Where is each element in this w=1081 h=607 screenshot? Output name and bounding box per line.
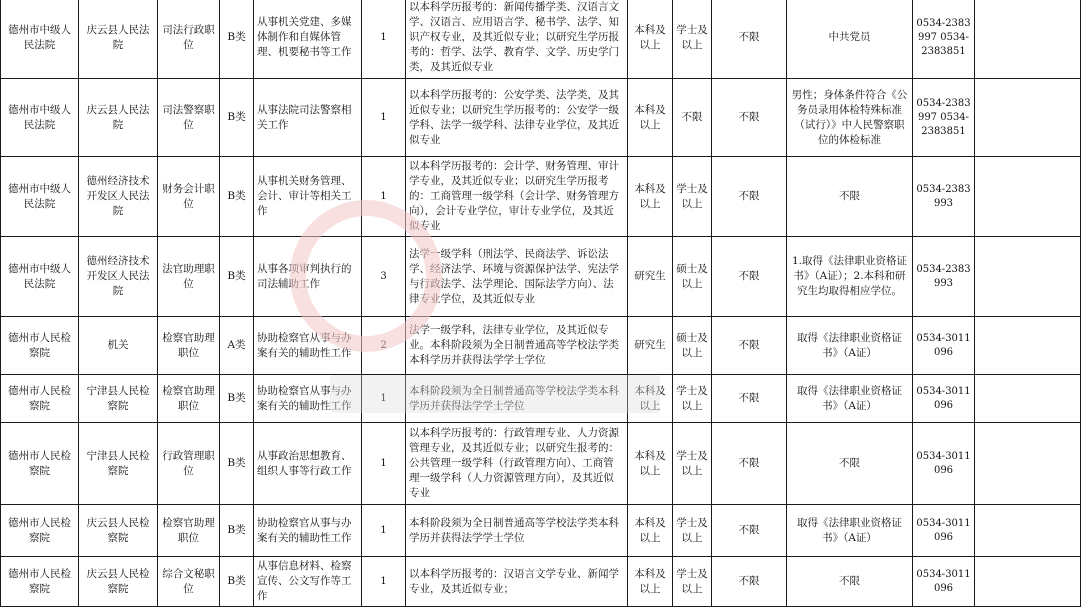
unit-cell: 庆云县人民法院 [79, 79, 158, 157]
duty-cell: 从事法院司法警察相关工作 [254, 79, 362, 157]
requirement-cell: 以本科学历报考的：公安学类、法学类，及其近似专业；以研究生学历报考的：公安学一级学科、法学一级学科、法律专业学位，及其近似专业 [406, 79, 628, 157]
position-cell: 检察官助理职位 [158, 317, 220, 375]
degree-cell: 学士及以上 [673, 157, 712, 237]
unit-cell: 庆云县人民法院 [79, 0, 158, 79]
duty-cell: 从事机关党建、多媒体制作和自媒体管理、机要秘书等工作 [254, 0, 362, 79]
phone-cell: 0534-3011096 [913, 557, 975, 607]
education-cell: 研究生 [628, 237, 673, 317]
age-cell: 不限 [712, 157, 787, 237]
unit-cell: 庆云县人民检察院 [79, 557, 158, 607]
age-cell: 不限 [712, 0, 787, 79]
phone-cell: 0534-2383997 0534-2383851 [913, 79, 975, 157]
org-cell: 德州市中级人民法院 [1, 237, 79, 317]
duty-cell: 从事信息材料、检察宣传、公文写作等工作 [254, 557, 362, 607]
category-cell: B类 [220, 237, 254, 317]
requirement-cell: 本科阶段须为全日制普通高等学校法学类本科学历并获得法学学士学位 [406, 505, 628, 557]
duty-cell: 从事各项审判执行的司法辅助工作 [254, 237, 362, 317]
org-cell: 德州市人民检察院 [1, 557, 79, 607]
category-cell: B类 [220, 557, 254, 607]
requirement-cell: 以本科学历报考的：会计学、财务管理、审计学专业，及其近似专业；以研究生学历报考的：工商管理一级学科（会计学、财务管理方向），会计专业学位，审计专业学位，及其近似专业 [406, 157, 628, 237]
count-cell: 1 [362, 505, 406, 557]
org-cell: 德州市人民检察院 [1, 375, 79, 423]
position-cell: 检察官助理职位 [158, 375, 220, 423]
position-cell: 司法行政职位 [158, 0, 220, 79]
other-condition-cell: 不限 [787, 157, 913, 237]
phone-cell: 0534-2383993 [913, 157, 975, 237]
blank-cell [975, 557, 1081, 607]
blank-cell [975, 79, 1081, 157]
position-cell: 司法警察职位 [158, 79, 220, 157]
requirement-cell: 法学一级学科，法律专业学位，及其近似专业。本科阶段须为全日制普通高等学校法学类本科学历并获得法学学士学位 [406, 317, 628, 375]
count-cell: 3 [362, 237, 406, 317]
count-cell: 1 [362, 0, 406, 79]
table-row [1, 79, 1081, 157]
position-cell: 法官助理职位 [158, 237, 220, 317]
education-cell: 本科及以上 [628, 375, 673, 423]
requirement-cell: 以本科学历报考的：新闻传播学类、汉语言文学、汉语言、应用语言学、秘书学、法学、知识产权专业，及其近似专业；以研究生学历报考的：哲学、法学、教育学、文学、历史学门类，及其近似专业 [406, 0, 628, 79]
count-cell: 1 [362, 375, 406, 423]
table-row [1, 423, 1081, 505]
blank-cell [975, 423, 1081, 505]
education-cell: 本科及以上 [628, 79, 673, 157]
phone-cell: 0534-3011096 [913, 317, 975, 375]
requirement-cell: 以本科学历报考的：汉语言文学专业、新闻学专业，及其近似专业； [406, 557, 628, 607]
requirement-cell: 以本科学历报考的：行政管理专业、人力资源管理专业，及其近似专业；以研究生报考的：公共管理一级学科（行政管理方向）、工商管理一级学科（人力资源管理方向），及其近似专业 [406, 423, 628, 505]
age-cell: 不限 [712, 557, 787, 607]
blank-cell [975, 317, 1081, 375]
degree-cell: 学士及以上 [673, 0, 712, 79]
age-cell: 不限 [712, 79, 787, 157]
unit-cell: 德州经济技术开发区人民法院 [79, 157, 158, 237]
category-cell: B类 [220, 423, 254, 505]
other-condition-cell: 不限 [787, 557, 913, 607]
degree-cell: 不限 [673, 79, 712, 157]
blank-cell [975, 505, 1081, 557]
duty-cell: 从事政治思想教育、组织人事等行政工作 [254, 423, 362, 505]
other-condition-cell: 男性；身体条件符合《公务员录用体检特殊标准（试行）》中人民警察职位的体检标准 [787, 79, 913, 157]
age-cell: 不限 [712, 375, 787, 423]
org-cell: 德州市中级人民法院 [1, 157, 79, 237]
degree-cell: 学士及以上 [673, 375, 712, 423]
degree-cell: 学士及以上 [673, 423, 712, 505]
blank-cell [975, 375, 1081, 423]
phone-cell: 0534-3011096 [913, 505, 975, 557]
duty-cell: 协助检察官从事与办案有关的辅助性工作 [254, 505, 362, 557]
other-condition-cell: 取得《法律职业资格证书》（A证） [787, 375, 913, 423]
unit-cell: 宁津县人民检察院 [79, 423, 158, 505]
degree-cell: 硕士及以上 [673, 317, 712, 375]
duty-cell: 协助检察官从事与办案有关的辅助性工作 [254, 317, 362, 375]
position-cell: 行政管理职位 [158, 423, 220, 505]
count-cell: 2 [362, 317, 406, 375]
education-cell: 本科及以上 [628, 557, 673, 607]
position-cell: 综合文秘职位 [158, 557, 220, 607]
degree-cell: 学士及以上 [673, 557, 712, 607]
other-condition-cell: 中共党员 [787, 0, 913, 79]
degree-cell: 硕士及以上 [673, 237, 712, 317]
count-cell: 1 [362, 79, 406, 157]
age-cell: 不限 [712, 237, 787, 317]
table-row [1, 375, 1081, 423]
other-condition-cell: 取得《法律职业资格证书》（A证） [787, 317, 913, 375]
other-condition-cell: 不限 [787, 423, 913, 505]
count-cell: 1 [362, 557, 406, 607]
age-cell: 不限 [712, 505, 787, 557]
education-cell: 本科及以上 [628, 157, 673, 237]
phone-cell: 0534-3011096 [913, 375, 975, 423]
requirement-cell: 法学一级学科（刑法学、民商法学、诉讼法学、经济法学、环境与资源保护法学、宪法学与行政法学、法学理论、国际法学方向）、法律专业学位，及其近似专业 [406, 237, 628, 317]
age-cell: 不限 [712, 317, 787, 375]
other-condition-cell: 1.取得《法律职业资格证书》（A证）；2.本科和研究生均取得相应学位。 [787, 237, 913, 317]
table-row [1, 557, 1081, 607]
count-cell: 1 [362, 157, 406, 237]
unit-cell: 机关 [79, 317, 158, 375]
table-row [1, 237, 1081, 317]
category-cell: B类 [220, 505, 254, 557]
org-cell: 德州市中级人民法院 [1, 0, 79, 79]
unit-cell: 宁津县人民检察院 [79, 375, 158, 423]
blank-cell [975, 0, 1081, 79]
education-cell: 本科及以上 [628, 505, 673, 557]
count-cell: 1 [362, 423, 406, 505]
unit-cell: 德州经济技术开发区人民法院 [79, 237, 158, 317]
education-cell: 本科及以上 [628, 423, 673, 505]
blank-cell [975, 157, 1081, 237]
category-cell: B类 [220, 79, 254, 157]
requirement-cell: 本科阶段须为全日制普通高等学校法学类本科学历并获得法学学士学位 [406, 375, 628, 423]
degree-cell: 学士及以上 [673, 505, 712, 557]
table-row [1, 505, 1081, 557]
phone-cell: 0534-2383997 0534-2383851 [913, 0, 975, 79]
age-cell: 不限 [712, 423, 787, 505]
blank-cell [975, 237, 1081, 317]
org-cell: 德州市人民检察院 [1, 505, 79, 557]
education-cell: 本科及以上 [628, 0, 673, 79]
table-row [1, 157, 1081, 237]
category-cell: B类 [220, 0, 254, 79]
category-cell: A类 [220, 317, 254, 375]
phone-cell: 0534-3011096 [913, 423, 975, 505]
position-cell: 检察官助理职位 [158, 505, 220, 557]
phone-cell: 0534-2383993 [913, 237, 975, 317]
org-cell: 德州市中级人民法院 [1, 79, 79, 157]
org-cell: 德州市人民检察院 [1, 423, 79, 505]
org-cell: 德州市人民检察院 [1, 317, 79, 375]
duty-cell: 从事机关财务管理、会计、审计等相关工作 [254, 157, 362, 237]
category-cell: B类 [220, 375, 254, 423]
position-cell: 财务会计职位 [158, 157, 220, 237]
table-row [1, 0, 1081, 79]
category-cell: B类 [220, 157, 254, 237]
education-cell: 研究生 [628, 317, 673, 375]
other-condition-cell: 取得《法律职业资格证书》（A证） [787, 505, 913, 557]
unit-cell: 庆云县人民检察院 [79, 505, 158, 557]
duty-cell: 协助检察官从事与办案有关的辅助性工作 [254, 375, 362, 423]
table-row [1, 317, 1081, 375]
